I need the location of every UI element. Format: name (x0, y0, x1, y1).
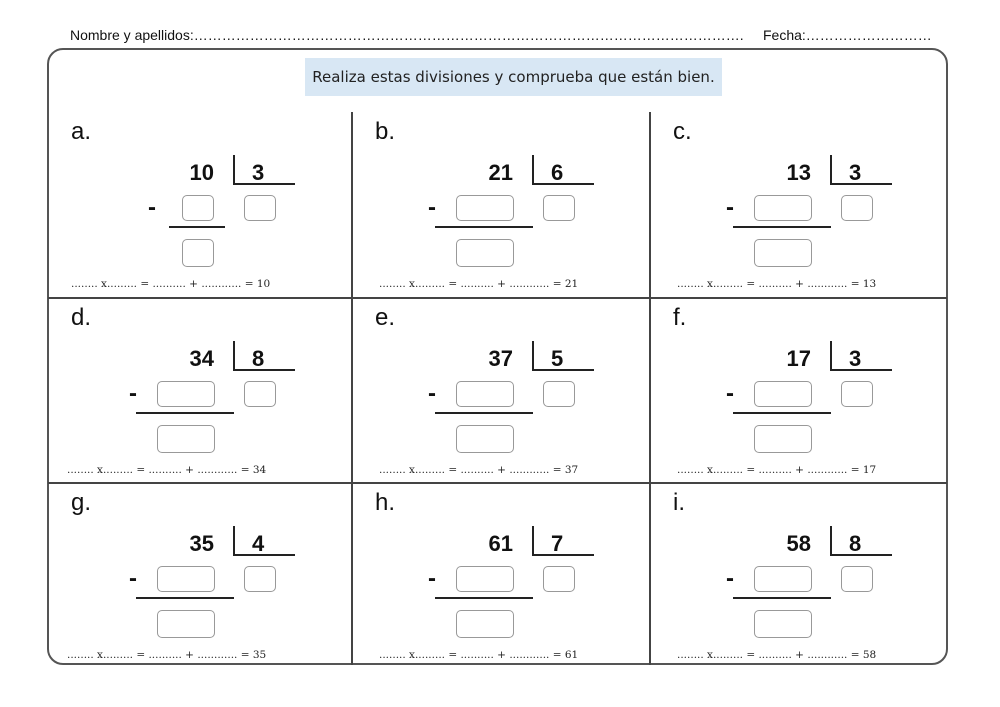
divisor: 3 (849, 346, 862, 371)
subtrahend-input-box[interactable] (456, 566, 514, 592)
division-bracket-vertical (532, 526, 534, 556)
exercise-letter: b. (375, 118, 396, 145)
exercise-letter: d. (71, 304, 92, 331)
verification-line: ........ x......... = .......... + ............ = 17 (677, 464, 877, 476)
division-bracket-vertical (233, 526, 235, 556)
quotient-input-box[interactable] (543, 566, 575, 592)
divisor: 8 (849, 531, 862, 556)
dividend: 37 (488, 346, 513, 371)
subtraction-line (733, 597, 831, 599)
remainder-input-box[interactable] (754, 239, 812, 267)
exercise-cell (49, 298, 349, 483)
minus-sign: - (726, 194, 734, 221)
exercise-cell (353, 483, 653, 668)
division-bracket-vertical (830, 341, 832, 371)
remainder-input-box[interactable] (157, 425, 215, 453)
subtrahend-input-box[interactable] (754, 566, 812, 592)
verification-line: ........ x......... = .......... + ............ = 21 (379, 278, 579, 290)
subtraction-line (169, 226, 225, 228)
minus-sign: - (726, 380, 734, 407)
subtraction-line (435, 597, 533, 599)
verification-line: ........ x......... = .......... + ............ = 13 (677, 278, 877, 290)
exercise-cell (353, 112, 653, 297)
division-bracket-vertical (830, 155, 832, 185)
exercise-letter: i. (673, 489, 685, 516)
quotient-input-box[interactable] (543, 381, 575, 407)
quotient-input-box[interactable] (841, 195, 873, 221)
division-bracket-vertical (532, 155, 534, 185)
verification-line: ........ x......... = .......... + ............ = 34 (67, 464, 267, 476)
exercise-letter: c. (673, 118, 692, 145)
remainder-input-box[interactable] (754, 610, 812, 638)
verification-line: ........ x......... = .......... + ............ = 61 (379, 649, 579, 661)
dividend: 34 (189, 346, 214, 371)
exercise-letter: f. (673, 304, 687, 331)
subtrahend-input-box[interactable] (182, 195, 214, 221)
divisor: 7 (551, 531, 564, 556)
remainder-input-box[interactable] (456, 425, 514, 453)
exercise-cell (651, 298, 951, 483)
minus-sign: - (428, 380, 436, 407)
verification-line: ........ x......... = .......... + ............ = 37 (379, 464, 579, 476)
subtraction-line (136, 597, 234, 599)
division-bracket-vertical (233, 155, 235, 185)
minus-sign: - (726, 565, 734, 592)
remainder-input-box[interactable] (157, 610, 215, 638)
quotient-input-box[interactable] (841, 381, 873, 407)
date-field-label[interactable]: Fecha:……………………… (763, 27, 932, 43)
header-line (70, 27, 932, 43)
subtraction-line (136, 412, 234, 414)
subtrahend-input-box[interactable] (157, 566, 215, 592)
quotient-input-box[interactable] (841, 566, 873, 592)
exercise-letter: g. (71, 489, 92, 516)
remainder-input-box[interactable] (456, 610, 514, 638)
subtrahend-input-box[interactable] (754, 195, 812, 221)
name-field-label[interactable]: Nombre y apellidos:………………………………………………………………………………………………………. (70, 27, 744, 43)
subtrahend-input-box[interactable] (456, 195, 514, 221)
exercise-letter: h. (375, 489, 396, 516)
division-bracket-vertical (830, 526, 832, 556)
exercise-cell (49, 112, 349, 297)
dividend: 58 (786, 531, 811, 556)
divisor: 8 (252, 346, 265, 371)
remainder-input-box[interactable] (754, 425, 812, 453)
dividend: 10 (189, 160, 214, 185)
subtraction-line (733, 412, 831, 414)
minus-sign: - (129, 380, 137, 407)
subtraction-line (435, 412, 533, 414)
division-bracket-vertical (532, 341, 534, 371)
instruction-banner: Realiza estas divisiones y comprueba que están bien. (305, 58, 722, 96)
quotient-input-box[interactable] (244, 381, 276, 407)
exercise-cell (651, 483, 951, 668)
exercise-cell (651, 112, 951, 297)
divisor: 5 (551, 346, 564, 371)
minus-sign: - (428, 194, 436, 221)
subtrahend-input-box[interactable] (456, 381, 514, 407)
exercise-letter: a. (71, 118, 92, 145)
verification-line: ........ x......... = .......... + ............ = 35 (67, 649, 267, 661)
dividend: 35 (189, 531, 214, 556)
exercise-cell (353, 298, 653, 483)
dividend: 21 (488, 160, 513, 185)
exercise-letter: e. (375, 304, 396, 331)
minus-sign: - (129, 565, 137, 592)
dividend: 61 (488, 531, 513, 556)
quotient-input-box[interactable] (244, 566, 276, 592)
dividend: 13 (786, 160, 811, 185)
divisor: 3 (849, 160, 862, 185)
subtrahend-input-box[interactable] (157, 381, 215, 407)
divisor: 4 (252, 531, 265, 556)
quotient-input-box[interactable] (543, 195, 575, 221)
dividend: 17 (786, 346, 811, 371)
verification-line: ........ x......... = .......... + ............ = 58 (677, 649, 877, 661)
divisor: 6 (551, 160, 564, 185)
minus-sign: - (148, 194, 156, 221)
exercise-cell (49, 483, 349, 668)
minus-sign: - (428, 565, 436, 592)
remainder-input-box[interactable] (456, 239, 514, 267)
division-bracket-vertical (233, 341, 235, 371)
divisor: 3 (252, 160, 265, 185)
remainder-input-box[interactable] (182, 239, 214, 267)
subtraction-line (435, 226, 533, 228)
quotient-input-box[interactable] (244, 195, 276, 221)
verification-line: ........ x......... = .......... + ............ = 10 (71, 278, 271, 290)
subtraction-line (733, 226, 831, 228)
subtrahend-input-box[interactable] (754, 381, 812, 407)
